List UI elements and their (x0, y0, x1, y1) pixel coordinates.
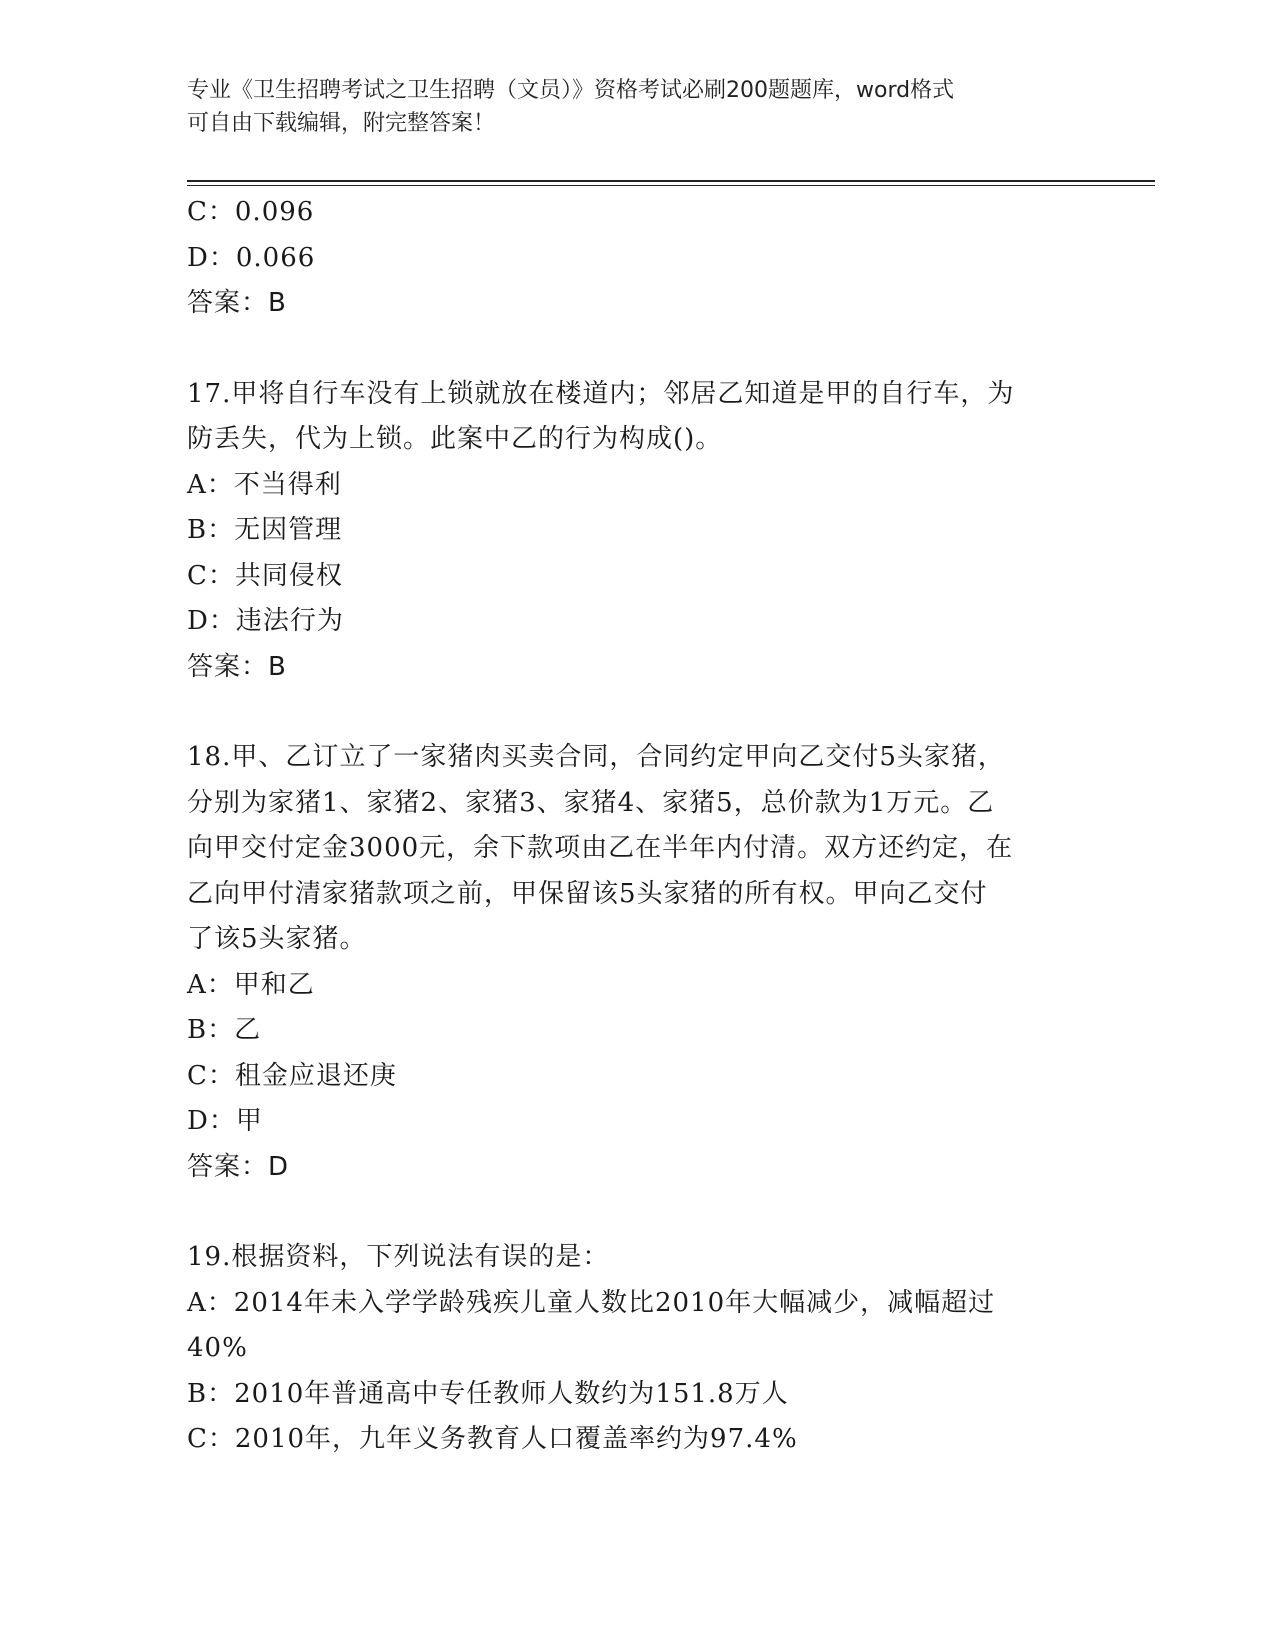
question-19 (187, 1235, 1087, 1463)
header-rule-thin (187, 185, 1155, 186)
question-stem-line: 乙向甲付清家猪款项之前，甲保留该5头家猪的所有权。甲向乙交付 (187, 878, 988, 909)
question-stem-line: 防丢失，代为上锁。此案中乙的行为构成()。 (187, 424, 723, 454)
option-a: A：甲和乙 (187, 969, 315, 1000)
option-b: B：无因管理 (187, 515, 343, 545)
option-d: D：甲 (187, 1106, 263, 1136)
answer-label: 答案：B (187, 288, 287, 318)
question-17 (187, 372, 1087, 691)
document-header (187, 74, 1087, 140)
question-16-tail (187, 190, 1087, 327)
question-stem-line: 了该5头家猪。 (187, 924, 367, 954)
option-c: C：2010年，九年义务教育人口覆盖率约为97.4% (187, 1424, 798, 1454)
document-body (187, 190, 1087, 1463)
answer-label: 答案：D (187, 1151, 290, 1182)
option-a: A：不当得利 (187, 469, 342, 500)
question-stem-line: 向甲交付定金3000元，余下款项由乙在半年内付清。双方还约定，在 (187, 833, 1014, 863)
header-rule-thick (187, 180, 1155, 182)
option-c: C：0.096 (187, 197, 315, 227)
option-d: D：0.066 (187, 242, 316, 273)
question-stem-line: 19.根据资料，下列说法有误的是： (187, 1242, 610, 1272)
header-line-2: 可自由下载编辑，附完整答案！ (187, 111, 496, 136)
option-c: C：租金应退还庚 (187, 1060, 397, 1091)
option-a-continued: 40% (187, 1333, 248, 1363)
question-stem-line: 17.甲将自行车没有上锁就放在楼道内；邻居乙知道是甲的自行车，为 (187, 378, 1015, 409)
option-a: A：2014年未入学学龄残疾儿童人数比2010年大幅减少，减幅超过 (187, 1287, 996, 1318)
question-18 (187, 735, 1087, 1190)
question-stem-line: 18.甲、乙订立了一家猪肉买卖合同，合同约定甲向乙交付5头家猪， (187, 742, 1005, 772)
option-b: B：乙 (187, 1015, 262, 1045)
option-c: C：共同侵权 (187, 560, 343, 591)
answer-label: 答案：B (187, 651, 287, 682)
question-stem-line: 分别为家猪1、家猪2、家猪3、家猪4、家猪5，总价款为1万元。乙 (187, 787, 995, 818)
option-b: B：2010年普通高中专任教师人数约为151.8万人 (187, 1378, 789, 1409)
option-d: D：违法行为 (187, 606, 344, 636)
header-line-1: 专业《卫生招聘考试之卫生招聘（文员）》资格考试必刷200题题库，word格式 (187, 78, 955, 103)
